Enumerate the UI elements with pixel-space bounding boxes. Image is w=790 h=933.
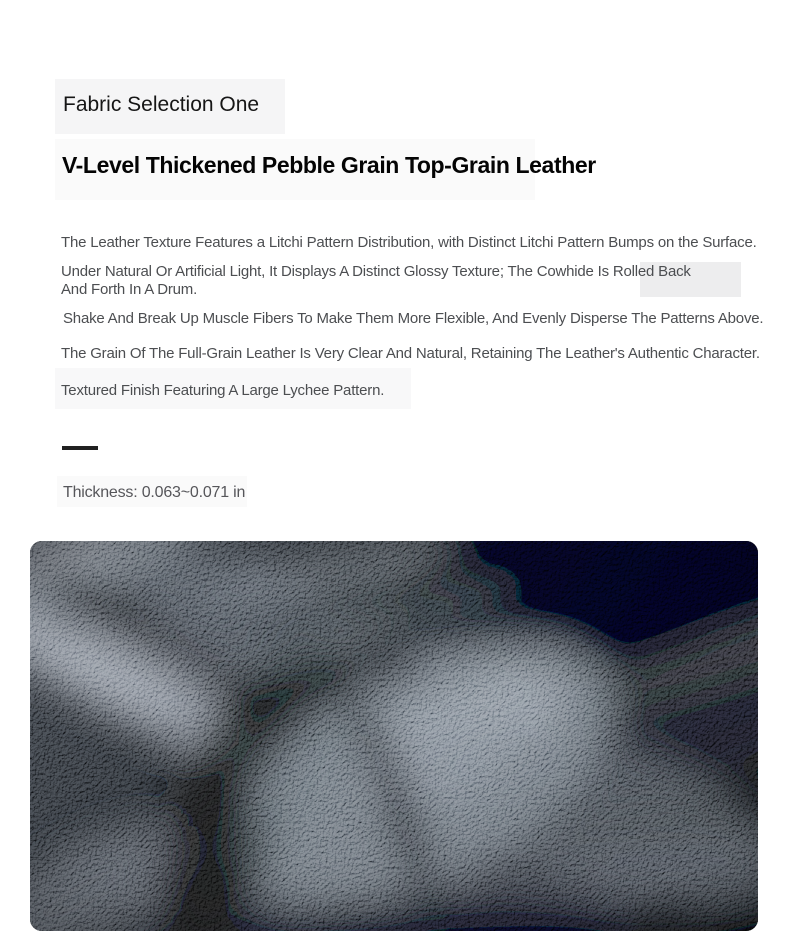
description-line: And Forth In A Drum.	[61, 281, 198, 298]
description-line: Textured Finish Featuring A Large Lychee Pattern.	[61, 382, 385, 399]
description-line: Under Natural Or Artificial Light, It Displays A Distinct Glossy Texture; The Cowhide Is Rolled Back	[61, 263, 691, 280]
divider-line	[62, 446, 98, 450]
thickness-spec: Thickness: 0.063~0.071 in	[63, 484, 246, 501]
section-label: Fabric Selection One	[63, 93, 260, 116]
description-line: Shake And Break Up Muscle Fibers To Make Them More Flexible, And Evenly Disperse The Patterns Above.	[63, 310, 764, 327]
description-line: The Grain Of The Full-Grain Leather Is Very Clear And Natural, Retaining The Leather's Authentic Character.	[61, 345, 760, 362]
description-line: The Leather Texture Features a Litchi Pattern Distribution, with Distinct Litchi Pattern Bumps on the Surface.	[61, 234, 757, 251]
leather-photo-recreation	[30, 541, 758, 931]
product-title: V-Level Thickened Pebble Grain Top-Grain Leather	[62, 152, 596, 178]
leather-product-photo	[30, 541, 758, 931]
